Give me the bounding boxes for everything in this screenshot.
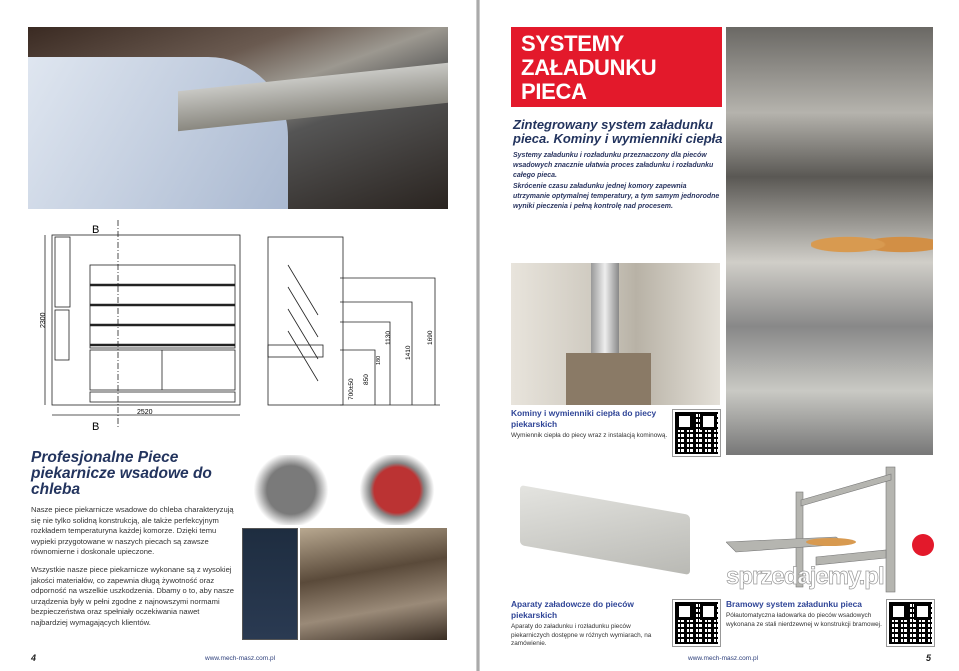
dim-d2: 850 xyxy=(363,374,370,385)
section-label-top: B xyxy=(92,224,100,236)
page-number-left: 4 xyxy=(31,653,37,663)
page-number-right: 5 xyxy=(926,653,932,663)
caption-chimney xyxy=(511,408,669,441)
dim-width: 2520 xyxy=(137,409,153,416)
left-paragraph-1: Nasze piece piekarnicze wsadowe do chleba charakteryzują się nie tylko solidną konstrukcją, ale także perfekcyjnym rozkładem temperaturyna każdej komorze. Dzięki temu wypieki przygotowane w naszych piecach są zawsze równomierne i doskonale upieczone. xyxy=(31,505,234,557)
product-text-chimney: Wymiennik ciepła do piecy wraz z instalacją kominową. xyxy=(511,432,668,439)
chimney-pipe-shape xyxy=(591,263,619,363)
dim-d5: 1410 xyxy=(405,345,412,360)
right-text-column xyxy=(513,118,723,212)
product-title-chimney: Kominy i wymienniki ciepła do piecy piekarskich xyxy=(511,408,657,429)
qr-code-chimney[interactable] xyxy=(673,410,720,456)
left-heading: Profesjonalne Piece piekarnicze wsadowe do chleba xyxy=(31,449,212,498)
caption-loader xyxy=(511,599,669,649)
url-left[interactable]: www.mech-masz.com.pl xyxy=(205,655,276,662)
qr-code-loader[interactable] xyxy=(673,600,720,646)
arm-shape xyxy=(28,57,288,209)
technical-drawing xyxy=(40,215,460,445)
caption-gantry xyxy=(726,599,882,629)
oven-render-grey xyxy=(242,455,340,525)
oven-render-red xyxy=(348,455,446,525)
oven-loading-photo xyxy=(28,27,448,209)
qr-code-gantry[interactable] xyxy=(887,600,934,646)
left-text-column xyxy=(31,450,236,629)
right-heading: Zintegrowany system załadunku pieca. Kominy i wymienniki ciepła xyxy=(513,117,723,146)
loading-system-photo xyxy=(726,27,933,455)
heat-exchanger-shape xyxy=(566,353,651,405)
chimney-photo xyxy=(511,263,720,405)
dim-height: 2300 xyxy=(40,312,47,328)
watermark-badge-icon xyxy=(912,534,934,556)
watermark: sprzedajemy.pl xyxy=(726,563,884,590)
product-text-gantry: Półautomatyczna ładowarka do pieców wsadowych wykonana ze stali nierdzewnej w konstrukcji bramowej. xyxy=(726,612,882,628)
dim-d3: 180 xyxy=(376,355,382,365)
control-panel-photo xyxy=(242,528,298,640)
left-paragraph-2: Wszystkie nasze piece piekarnicze wykonane są z wysokiej jakości materiałów, co zapewnia długą żywotność oraz odporność na wszelkie uszkodzenia. Dbamy o to, aby nasze urządzenia były w pełni zgodne z najnowszymi normami bezpieczeństwa oraz spełniały oczekiwania nawet najbardziej wymagających klientów. xyxy=(31,564,235,627)
right-intro xyxy=(513,151,723,212)
oven-interior-photo xyxy=(300,528,447,640)
url-right[interactable]: www.mech-masz.com.pl xyxy=(688,655,759,662)
section-title: SYSTEMY ZAŁADUNKU PIECA xyxy=(511,27,722,107)
page-gutter xyxy=(476,0,480,671)
loader-photo xyxy=(520,485,690,575)
product-title-gantry: Bramowy system załadunku pieca xyxy=(726,599,862,609)
section-label-bottom: B xyxy=(92,421,100,433)
right-intro-2: Skrócenie czasu załadunku jednej komory zapewnia utrzymanie optymalnej temperatury, a tym samym jednorodne wyniki pieczenia i pełną kontrolę nad procesem. xyxy=(513,182,720,211)
right-intro-1: Systemy załadunku i rozładunku przeznaczony dla pieców wsadowych znacznie ułatwia proces załadunku i rozładunku całego pieca. xyxy=(513,152,714,180)
dim-d1: 700±50 xyxy=(348,378,355,400)
product-text-loader: Aparaty do załadunku i rozładunku pieców piekarniczych dostępne w różnych wymiarach, na zamówienie. xyxy=(511,623,652,647)
bread-shape xyxy=(811,227,933,262)
product-title-loader: Aparaty załadowcze do pieców piekarskich xyxy=(511,599,634,620)
dim-d6: 1690 xyxy=(427,330,434,345)
dim-d4: 1130 xyxy=(385,331,392,345)
